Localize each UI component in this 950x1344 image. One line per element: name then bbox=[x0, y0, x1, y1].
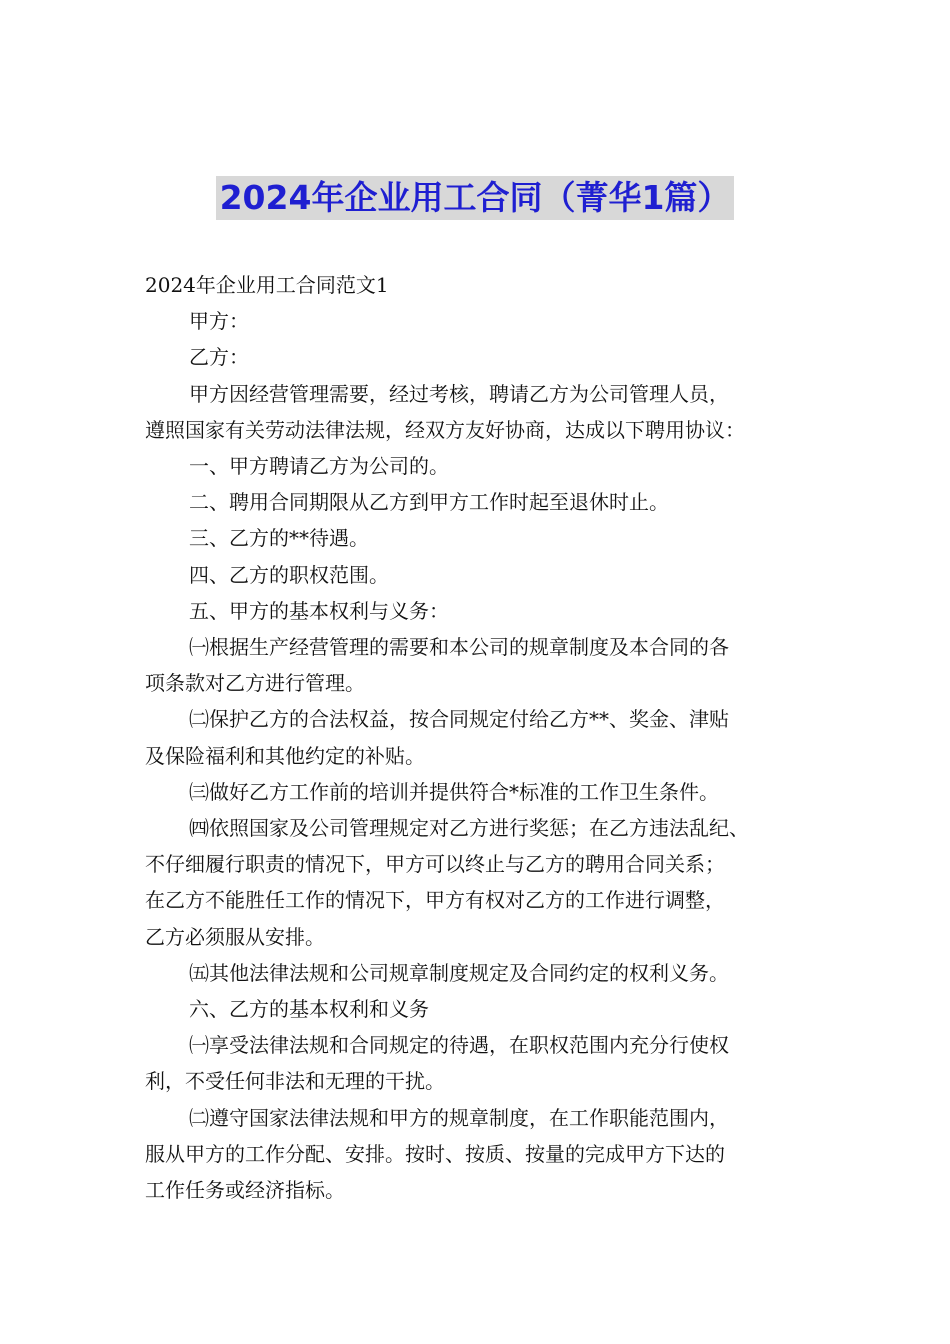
paragraph-clause-5-1-line-1: ㈠根据生产经营管理的需要和本公司的规章制度及本合同的各 bbox=[189, 635, 729, 660]
paragraph-intro-line-1: 甲方因经营管理需要，经过考核，聘请乙方为公司管理人员， bbox=[189, 381, 729, 406]
document-title: 2024年企业用工合同（菁华1篇） bbox=[216, 176, 735, 220]
paragraph-clause-5-4-line-2: 不仔细履行职责的情况下，甲方可以终止与乙方的聘用合同关系； bbox=[145, 852, 725, 877]
paragraph-clause-5-1-line-2: 项条款对乙方进行管理。 bbox=[145, 671, 365, 696]
paragraph-clause-5-4-line-3: 在乙方不能胜任工作的情况下，甲方有权对乙方的工作进行调整， bbox=[145, 888, 725, 913]
paragraph-clause-1: 一、甲方聘请乙方为公司的。 bbox=[189, 454, 449, 479]
paragraph-heading: 2024年企业用工合同范文1 bbox=[145, 273, 389, 297]
paragraph-clause-6-2-line-3: 工作任务或经济指标。 bbox=[145, 1178, 345, 1203]
paragraph-clause-6-2-line-2: 服从甲方的工作分配、安排。按时、按质、按量的完成甲方下达的 bbox=[145, 1141, 725, 1166]
paragraph-clause-5: 五、甲方的基本权利与义务： bbox=[189, 598, 449, 623]
title-container bbox=[0, 176, 950, 220]
paragraph-clause-5-5: ㈤其他法律法规和公司规章制度规定及合同约定的权利义务。 bbox=[189, 960, 729, 985]
paragraph-clause-4: 四、乙方的职权范围。 bbox=[189, 562, 389, 587]
paragraph-clause-6-1-line-1: ㈠享受法律法规和合同规定的待遇，在职权范围内充分行使权 bbox=[189, 1033, 729, 1058]
paragraph-party-a: 甲方： bbox=[189, 309, 249, 334]
paragraph-clause-3: 三、乙方的**待遇。 bbox=[189, 526, 369, 551]
paragraph-party-b: 乙方： bbox=[189, 345, 249, 370]
paragraph-clause-6: 六、乙方的基本权利和义务 bbox=[189, 997, 429, 1022]
paragraph-clause-5-2-line-1: ㈡保护乙方的合法权益，按合同规定付给乙方**、奖金、津贴 bbox=[189, 707, 729, 732]
document-body bbox=[145, 267, 825, 1208]
paragraph-clause-5-3: ㈢做好乙方工作前的培训并提供符合*标准的工作卫生条件。 bbox=[189, 779, 719, 804]
paragraph-clause-6-1-line-2: 利，不受任何非法和无理的干扰。 bbox=[145, 1069, 445, 1094]
paragraph-clause-5-4-line-1: ㈣依照国家及公司管理规定对乙方进行奖惩；在乙方违法乱纪、 bbox=[189, 816, 749, 841]
paragraph-clause-5-2-line-2: 及保险福利和其他约定的补贴。 bbox=[145, 743, 425, 768]
paragraph-clause-2: 二、聘用合同期限从乙方到甲方工作时起至退休时止。 bbox=[189, 490, 669, 515]
paragraph-clause-6-2-line-1: ㈡遵守国家法律法规和甲方的规章制度，在工作职能范围内， bbox=[189, 1105, 729, 1130]
paragraph-intro-line-2: 遵照国家有关劳动法律法规，经双方友好协商，达成以下聘用协议： bbox=[145, 417, 745, 442]
paragraph-clause-5-4-line-4: 乙方必须服从安排。 bbox=[145, 924, 325, 949]
